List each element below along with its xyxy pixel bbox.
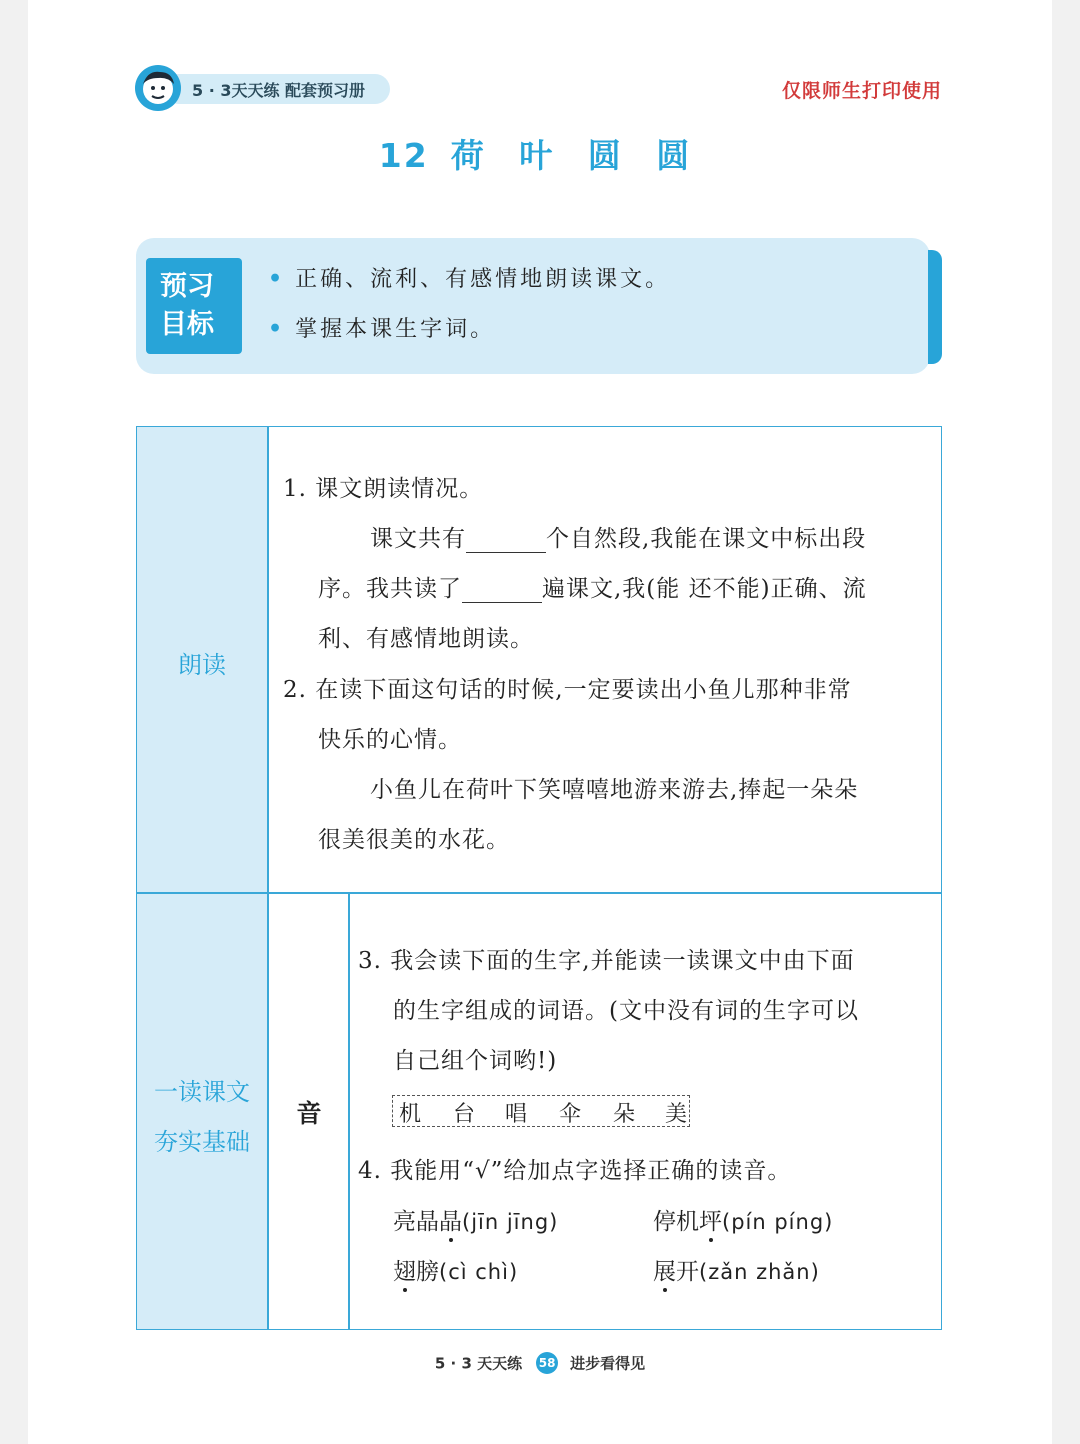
exercise-table: [136, 426, 942, 1330]
pinyin-options[interactable]: (zǎn zhǎn): [699, 1260, 820, 1284]
goal-item: • 正确、流利、有感情地朗读课文。: [268, 266, 671, 292]
question-3-line2: 的生字组成的词语。(文中没有词的生字可以: [393, 998, 859, 1024]
footer-slogan: 进步看得见: [570, 1354, 646, 1373]
table-divider: [136, 892, 942, 894]
question-1-title: 1. 课文朗读情况。: [283, 476, 484, 502]
goals-list: [268, 262, 670, 362]
character: 唱: [505, 1102, 528, 1127]
page-footer: [0, 1352, 1080, 1374]
goals-tag: [146, 258, 242, 354]
emphasis-dot-char: 翅: [393, 1259, 416, 1285]
question-3-line1: 3. 我会读下面的生字,并能读一读课文中由下面: [358, 948, 855, 974]
pronunciation-item: 翅膀(cì chì): [393, 1259, 519, 1285]
character: 伞: [559, 1102, 582, 1127]
goals-tag-line2: 目标: [160, 309, 214, 340]
question-2-line2: 快乐的心情。: [318, 727, 462, 753]
question-1-line1: 课文共有 个自然段,我能在课文中标出段: [370, 526, 867, 552]
print-notice: 仅限师生打印使用: [781, 80, 942, 102]
pinyin-options[interactable]: (cì chì): [439, 1260, 519, 1284]
fill-blank-paragraphs[interactable]: [466, 528, 546, 553]
character: 朵: [613, 1102, 636, 1127]
question-2-line1: 2. 在读下面这句话的时候,一定要读出小鱼儿那种非常: [283, 677, 852, 703]
question-1-line3: 利、有感情地朗读。: [318, 626, 534, 652]
emphasis-dot-char: 展: [653, 1259, 676, 1285]
sub-label-sound: 音: [296, 1099, 322, 1128]
pinyin-options[interactable]: (jīn jīng): [462, 1210, 559, 1234]
character: 台: [453, 1102, 476, 1127]
emphasis-dot-char: 晶: [439, 1209, 462, 1235]
lesson-name: 荷 叶 圆 圆: [450, 136, 702, 175]
brand-label: 5 · 3天天练 配套预习册: [192, 81, 366, 100]
section-label-basics-1: 一读课文: [154, 1078, 250, 1106]
pronunciation-item: 展开(zǎn zhǎn): [653, 1259, 820, 1285]
character-box: [392, 1095, 690, 1127]
pinyin-options[interactable]: (pín píng): [722, 1210, 834, 1234]
table-divider: [267, 426, 269, 1330]
question-1-line2: 序。我共读了 遍课文,我(能 还不能)正确、流: [318, 576, 867, 602]
question-3-line3: 自己组个词哟!): [393, 1048, 558, 1074]
quote-line2: 很美很美的水花。: [318, 827, 510, 853]
bullet-icon: •: [268, 266, 286, 292]
character: 美: [665, 1102, 688, 1127]
question-4-title: 4. 我能用“√”给加点字选择正确的读音。: [358, 1158, 792, 1184]
page-number: 58: [536, 1352, 558, 1374]
section-label-reading: 朗读: [178, 651, 226, 679]
lesson-number: 12: [378, 136, 429, 175]
emphasis-dot-char: 坪: [699, 1209, 722, 1235]
goal-item: • 掌握本课生字词。: [268, 316, 496, 342]
goals-tag-line1: 预习: [160, 271, 214, 302]
pronunciation-item: 停机坪(pín píng): [653, 1209, 834, 1235]
mascot-icon: [134, 64, 182, 112]
character: 机: [399, 1102, 422, 1127]
section-label-basics-2: 夯实基础: [154, 1128, 250, 1156]
footer-brand: 5 · 3 天天练: [434, 1354, 523, 1373]
fill-blank-read-count[interactable]: [462, 578, 542, 603]
brand-badge: [134, 64, 392, 112]
goals-panel-edge: [928, 250, 942, 364]
bullet-icon: •: [268, 316, 286, 342]
quote-line1: 小鱼儿在荷叶下笑嘻嘻地游来游去,捧起一朵朵: [370, 777, 859, 803]
lesson-title: [0, 130, 1080, 177]
pronunciation-item: 亮晶晶(jīn jīng): [393, 1209, 559, 1235]
